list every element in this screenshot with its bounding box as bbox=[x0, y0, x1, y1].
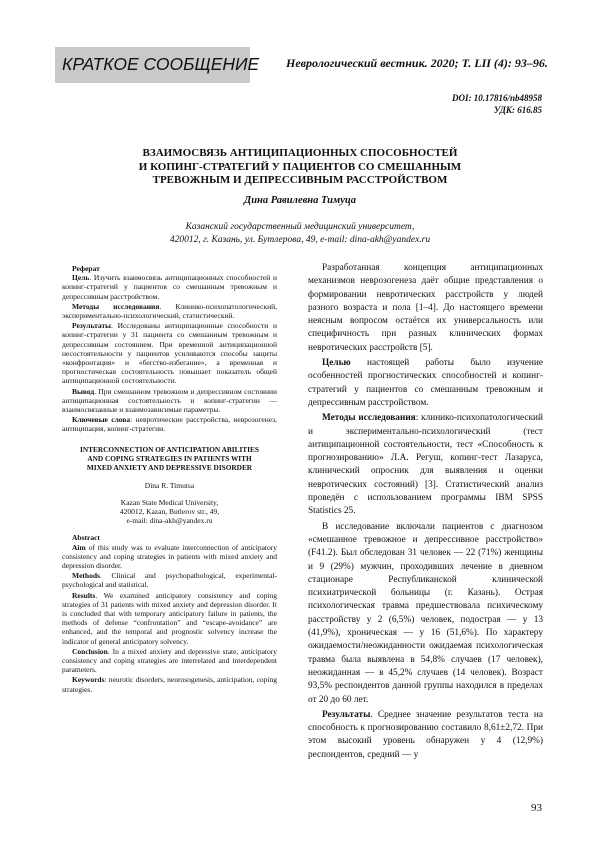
english-title-line: AND COPING STRATEGIES IN PATIENTS WITH bbox=[87, 453, 252, 463]
udc: УДК: 616.85 bbox=[493, 105, 542, 115]
english-title-line: INTERCONNECTION OF ANTICIPATION ABILITIES bbox=[80, 444, 259, 454]
label: Результаты bbox=[322, 709, 371, 720]
label: Aim bbox=[72, 542, 86, 552]
body-paragraph: Методы исследования: клинико-психопатологический и экспериментально-психологический (тест антиципационной состоятельности, тест «Способность к прогнозированию» Л.А. Регуш, копинг-тест Лазаруса, клинический опросник для выявления и оценки невротических состояний) [3]. Статистический анализ проведён с использованием программы IBM SPSS Statistics 25. bbox=[308, 413, 543, 517]
affiliation-line: 420012, г. Казань, ул. Бутлерова, 49, e-mail: dina-akh@yandex.ru bbox=[169, 235, 431, 245]
article-title bbox=[60, 147, 540, 188]
body-paragraph: Результаты. Среднее значение результатов теста на способность к прогнозированию составило 8,61±2,72. При этом высокий уровень обнаружен у 4 (12,9%) респондентов, средний — у bbox=[308, 709, 543, 760]
abstract-ru-keywords: Ключевые слова: невротические расстройства, неврозогенез, антиципация, копинг-стратегии. bbox=[62, 415, 277, 434]
abstract-ru-aim: Цель. Изучить взаимосвязь антиципационных способностей и копинг-стратегий у пациентов со смешанным тревожным и депрессивным расстройством. bbox=[62, 273, 277, 301]
label: Методы исследования bbox=[72, 301, 160, 311]
body-paragraph: Разработанная концепция антиципационных механизмов неврозогенеза даёт общие представления о формировании невротических расстройств у людей разного возраста и пола [1–4]. До настоящего времени неясным вопросом остаётся их универсальность или специфичность при разных клинических формах невротических расстройств [5]. bbox=[308, 263, 543, 353]
english-affiliation: Kazan State Medical University, 420012, Kazan, Butlerov str., 49, e-mail: dina-akh@yandex.ru bbox=[119, 497, 220, 526]
label: Методы исследования bbox=[322, 413, 416, 424]
english-title-line: MIXED ANXIETY AND DEPRESSIVE DISORDER bbox=[86, 463, 253, 473]
title-line: ТРЕВОЖНЫМ И ДЕПРЕССИВНЫМ РАССТРОЙСТВОМ bbox=[152, 174, 448, 186]
body-paragraph: Целью настоящей работы было изучение особенностей прогностических способностей и копинг-стратегий у пациентов со смешанным тревожным и депрессивным расстройством. bbox=[308, 358, 543, 408]
body-paragraph: В исследование включали пациентов с диагнозом «смешанное тревожное и депрессивное расстройство» (F41.2). Был обследован 31 человек — 22 (71%) женщины и 9 (29%) мужчин, проходивших лечение в дневном стационаре Республиканской клинической психиатрической больницы (г. Казань). Острая психологическая травма предшествовала психическому расстройству у 2 (6,5%) человек, подострая — у 13 (41,9%), хроническая — у 16 (51,6%). По характеру ожидаемости/неожиданности ожидаемая психологическая травма была выявлена в 54,8% случаев (17 человек), неожиданная — в 45,2% случаев (14 человек). Возраст 93,5% респондентов данной группы находился в пределах от 20 до 60 лет. bbox=[308, 521, 543, 705]
affiliation-line: Казанский государственный медицинский университет, bbox=[185, 222, 415, 232]
label: Results bbox=[72, 590, 96, 600]
label: Вывод bbox=[72, 386, 95, 396]
english-author: Dina R. Timutsa bbox=[144, 480, 195, 490]
abstract-en-aim: Aim of this study was to evaluate interconnection of anticipatory consistency and coping strategies in patients with mixed anxiety and depression disorder. bbox=[62, 542, 277, 570]
doi: DOI: 10.17816/nb48958 bbox=[451, 93, 542, 103]
label: Methods bbox=[72, 571, 100, 581]
label: Цель bbox=[72, 273, 90, 283]
affiliation bbox=[60, 221, 540, 247]
label: Ключевые слова bbox=[72, 415, 131, 425]
label: Keywords bbox=[72, 675, 105, 685]
abstract-ru-conclusion: Вывод. При смешанном тревожном и депрессивном состоянии антиципационная состоятельность и копинг-стратегии — взаимосвязанные и взаимозависимые параметры. bbox=[62, 386, 277, 415]
abstract-ru-results: Результаты. Исследованы антиципационные способности и копинг-стратегии у 31 пациента со смешанным тревожным и депрессивным состоянием. При временной антиципационной несостоятельности у пациентов усиливаются способы защиты «конфронтация» и «бегство-избегание», а временная и прогностическая состоятельность повышает показатель общей антиципационной состоятельности. bbox=[62, 321, 277, 386]
abstract-en-keywords: Keywords: neurotic disorders, neurosogenesis, anticipation, coping strategies. bbox=[62, 675, 277, 694]
section-label: КРАТКОЕ СООБЩЕНИЕ bbox=[62, 54, 260, 74]
left-column bbox=[62, 264, 277, 695]
abstract-en-conclusion: Conclusion. In a mixed anxiety and depressive state, anticipatory consistency and coping strategies are interrelated and interdependent parameters. bbox=[62, 646, 277, 675]
label: Результаты bbox=[72, 321, 111, 331]
abstract-en-methods: Methods. Clinical and psychopathological, experimental-psychological and statistical. bbox=[62, 571, 277, 590]
abstract-ru-heading: Реферат bbox=[72, 264, 100, 273]
right-column bbox=[308, 262, 543, 764]
author-name: Дина Равилевна Тимуца bbox=[244, 195, 356, 206]
label: Conclusion bbox=[72, 646, 108, 656]
abstract-en-heading: Abstract bbox=[72, 533, 100, 543]
page-number: 93 bbox=[531, 802, 542, 814]
title-line: И КОПИНГ-СТРАТЕГИЙ У ПАЦИЕНТОВ СО СМЕШАННЫМ bbox=[138, 160, 462, 173]
abstract-en-results: Results. We examined anticipatory consistency and coping strategies of 31 patients with mixed anxiety and depression disorder. It is concluded that with temporary anticipatory failure in patients, the methods of defense “confrontation” and “escape-avoidance” are enhanced, and the temporal and prognostic solvency increase the indicator of general anticipatory solvency. bbox=[62, 590, 277, 646]
label: Целью bbox=[322, 358, 351, 369]
english-title bbox=[62, 445, 277, 473]
journal-citation: Неврологический вестник. 2020; Т. LII (4): 93–96. bbox=[286, 56, 548, 70]
abstract-ru-methods: Методы исследования. Клинико-психопатологический, экспериментально-психологический, статистический. bbox=[62, 301, 278, 321]
title-line: ВЗАИМОСВЯЗЬ АНТИЦИПАЦИОННЫХ СПОСОБНОСТЕЙ bbox=[142, 147, 458, 159]
